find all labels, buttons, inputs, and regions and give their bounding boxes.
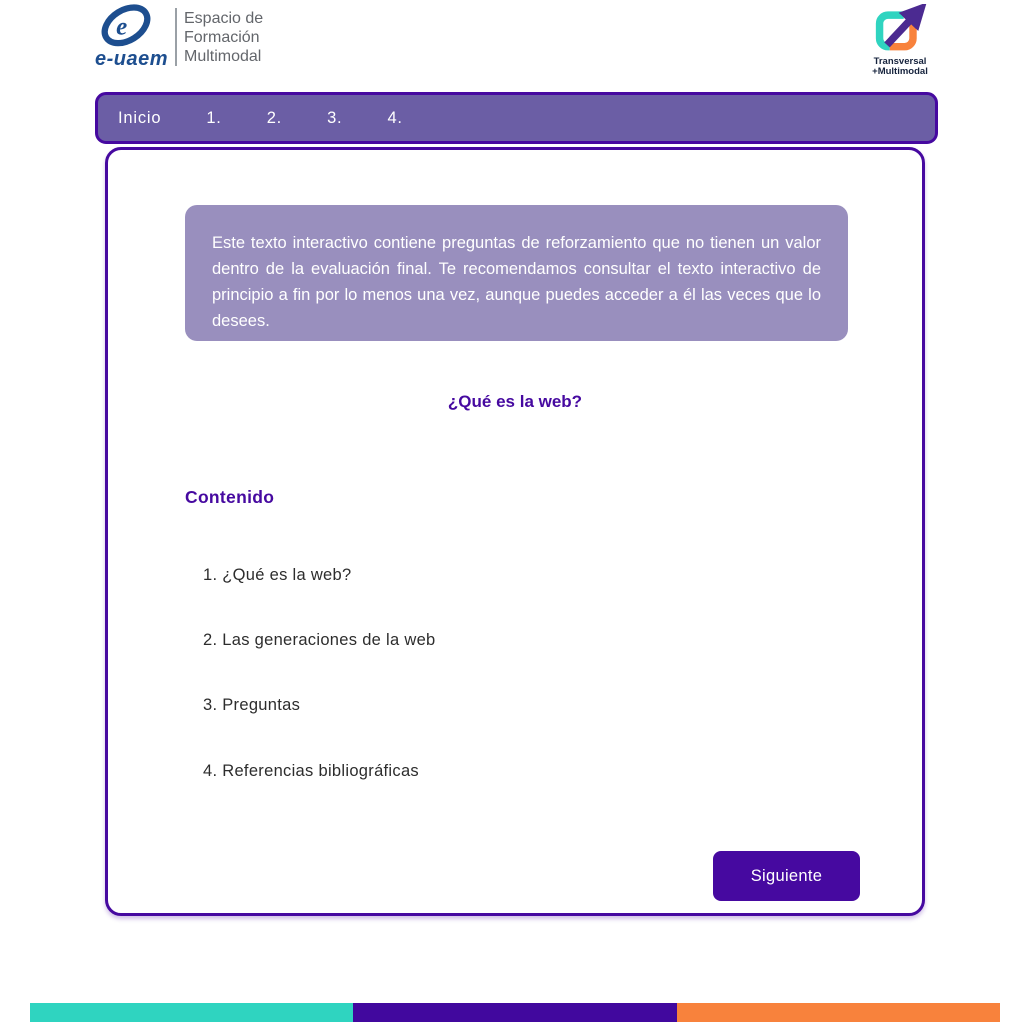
notice-box bbox=[185, 205, 848, 341]
svg-text:e: e bbox=[116, 13, 128, 41]
nav-item-1[interactable]: 1. bbox=[206, 108, 222, 127]
toc-item: 3. Preguntas bbox=[203, 696, 301, 714]
toc-item: 2. Las generaciones de la web bbox=[203, 631, 436, 649]
stripe-segment-teal bbox=[30, 1003, 353, 1022]
page-title: ¿Qué es la web? bbox=[447, 392, 583, 411]
badge-label-line1: Transversal bbox=[873, 56, 927, 67]
stripe-segment-purple bbox=[353, 1003, 676, 1022]
footer-stripe bbox=[30, 1003, 1000, 1022]
nav-item-4[interactable]: 4. bbox=[387, 108, 403, 127]
brand-tagline-line: Formación bbox=[184, 29, 260, 46]
contents-heading: Contenido bbox=[185, 487, 275, 507]
nav-bar bbox=[95, 92, 938, 144]
content-panel bbox=[105, 147, 925, 916]
siguiente-button[interactable]: Siguiente bbox=[713, 851, 860, 901]
stripe-segment-orange bbox=[677, 1003, 1000, 1022]
nav-item-2[interactable]: 2. bbox=[266, 108, 283, 127]
nav-item-3[interactable]: 3. bbox=[327, 108, 343, 127]
brand-tagline bbox=[184, 9, 263, 66]
transversal-badge bbox=[858, 4, 942, 77]
notice-text: Este texto interactivo contiene preguntas de reforzamiento que no tienen un valor dentro de la evaluación final. Te recomendamos consultar el texto interactivo de principio a fin por lo menos una vez, aunque puedes acceder a él las veces que lo desees. bbox=[212, 234, 821, 330]
brand-tagline-line: Multimodal bbox=[184, 48, 262, 65]
nav-item-inicio[interactable]: Inicio bbox=[118, 108, 162, 127]
brand-tagline-line: Espacio de bbox=[184, 10, 264, 27]
badge-label-line2: +Multimodal bbox=[872, 66, 928, 77]
euaem-oval-icon bbox=[94, 3, 158, 53]
transversal-arrow-icon bbox=[869, 4, 931, 56]
brand-divider bbox=[175, 8, 177, 66]
toc-item: 1. ¿Qué es la web? bbox=[203, 566, 352, 584]
brand-name: e-uaem bbox=[95, 48, 169, 70]
toc-item: 4. Referencias bibliográficas bbox=[203, 762, 419, 780]
